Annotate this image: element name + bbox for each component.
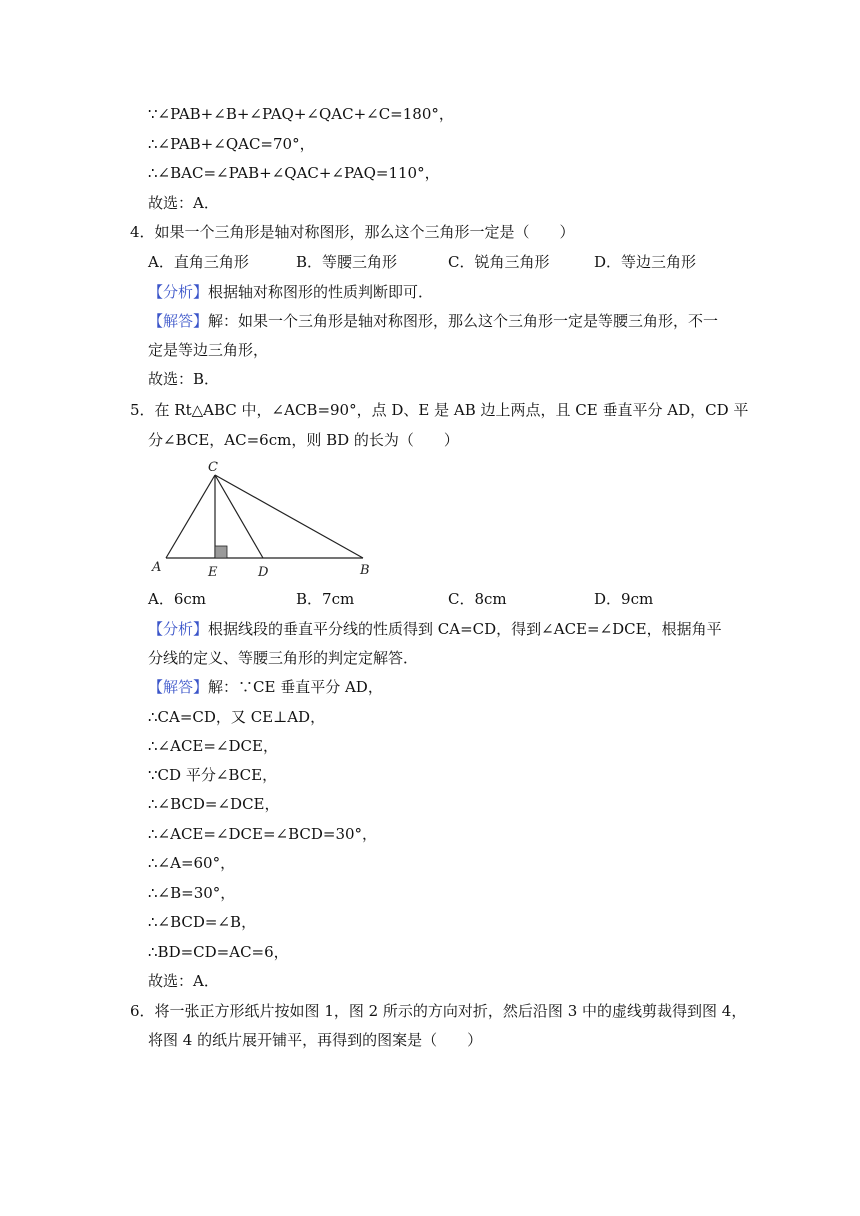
q4-choice: 故选：B．	[148, 370, 220, 388]
q4-option-d: D．等边三角形	[594, 253, 697, 271]
label-e: E	[208, 565, 218, 580]
q5-option-c: C．8cm	[448, 590, 507, 608]
q5-step: ∴∠ACE=∠DCE=∠BCD=30°，	[148, 825, 378, 843]
segment-cd	[215, 475, 263, 558]
answer-text: 解：如果一个三角形是轴对称图形，那么这个三角形一定是等腰三角形，不一	[208, 312, 719, 330]
q5-option-d: D．9cm	[594, 590, 654, 608]
q5-step: ∴CA=CD，又 CE⊥AD，	[148, 708, 326, 726]
q5-option-a: A．6cm	[148, 590, 207, 608]
segment-cb	[215, 475, 363, 558]
label-d: D	[258, 565, 269, 580]
solution-line: 故选：A．	[148, 194, 219, 212]
answer-tag: 【解答】	[148, 678, 209, 696]
label-c: C	[208, 460, 218, 475]
segment-ca	[166, 475, 215, 558]
q5-step: ∴∠BCD=∠B，	[148, 913, 257, 931]
answer-text: 解：∵CE 垂直平分 AD，	[208, 678, 383, 696]
solution-line: ∴∠PAB+∠QAC=70°，	[148, 135, 315, 153]
question-4-stem: 4．如果一个三角形是轴对称图形，那么这个三角形一定是（ ）	[130, 223, 575, 241]
q4-answer-cont: 定是等边三角形，	[148, 341, 269, 359]
q5-step: ∴∠ACE=∠DCE，	[148, 737, 278, 755]
label-a: A	[152, 560, 162, 575]
q4-option-c: C．锐角三角形	[448, 253, 550, 271]
analysis-tag: 【分析】	[148, 620, 209, 638]
analysis-text: 根据线段的垂直平分线的性质得到 CA=CD，得到∠ACE=∠DCE，根据角平	[208, 620, 722, 638]
question-6-stem: 6．将一张正方形纸片按如图 1，图 2 所示的方向对折，然后沿图 3 中的虚线剪裁得到图 4，	[130, 1002, 747, 1020]
q5-step: ∴∠A=60°，	[148, 854, 236, 872]
analysis-tag: 【分析】	[148, 283, 209, 301]
q4-analysis	[148, 282, 433, 302]
solution-line: ∵∠PAB+∠B+∠PAQ+∠QAC+∠C=180°，	[148, 105, 454, 123]
triangle-figure	[148, 455, 388, 580]
q5-step: ∴BD=CD=AC=6，	[148, 943, 289, 961]
q4-answer	[148, 311, 718, 331]
q5-option-b: B．7cm	[296, 590, 355, 608]
q5-choice: 故选：A．	[148, 972, 219, 990]
label-b: B	[360, 563, 370, 578]
q5-step: ∴∠B=30°，	[148, 884, 236, 902]
q5-step: ∴∠BCD=∠DCE，	[148, 795, 280, 813]
q5-answer	[148, 677, 383, 697]
analysis-text: 根据轴对称图形的性质判断即可．	[208, 283, 434, 301]
q5-step: ∵CD 平分∠BCE，	[148, 766, 278, 784]
right-angle-mark	[215, 546, 227, 558]
q4-option-a: A．直角三角形	[148, 253, 249, 271]
q4-option-b: B．等腰三角形	[296, 253, 398, 271]
solution-line: ∴∠BAC=∠PAB+∠QAC+∠PAQ=110°，	[148, 164, 440, 182]
question-5-stem-cont: 分∠BCE，AC=6cm，则 BD 的长为（ ）	[148, 431, 459, 449]
question-5-stem: 5．在 Rt△ABC 中，∠ACB=90°，点 D、E 是 AB 边上两点，且 CE 垂直平分 AD，CD 平	[130, 401, 749, 419]
answer-tag: 【解答】	[148, 312, 209, 330]
question-6-stem-cont: 将图 4 的纸片展开铺平，再得到的图案是（ ）	[148, 1031, 483, 1049]
q5-analysis	[148, 619, 722, 639]
q5-analysis-cont: 分线的定义、等腰三角形的判定定解答．	[148, 649, 419, 667]
